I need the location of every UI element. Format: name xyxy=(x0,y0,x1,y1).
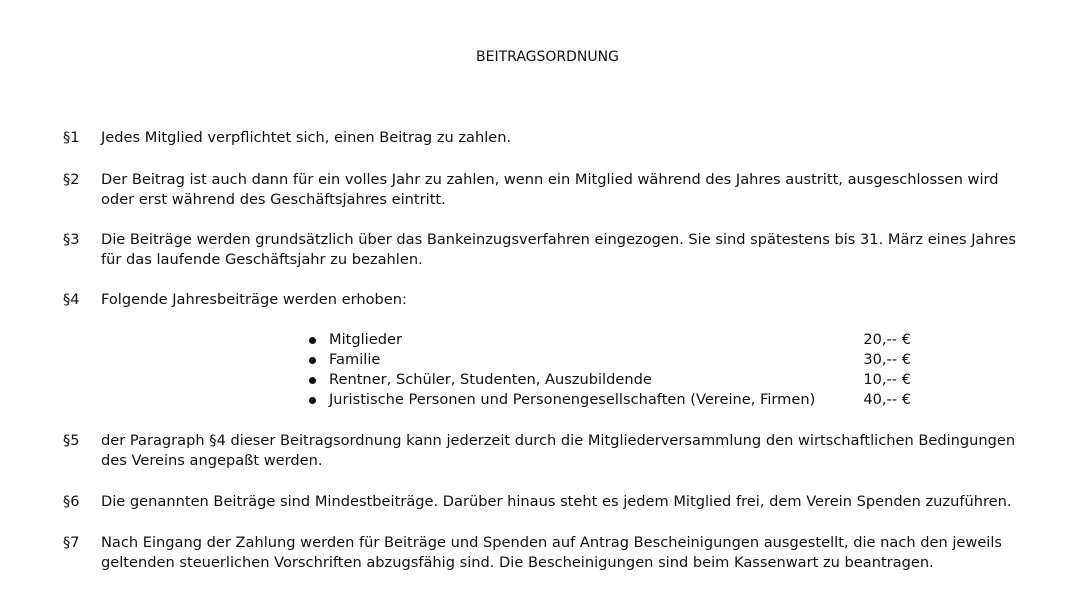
document-title: BEITRAGSORDNUNG xyxy=(476,49,619,65)
fee-label: Mitglieder xyxy=(329,331,402,348)
fee-amount: 40,-- € xyxy=(863,391,911,408)
fee-list-item xyxy=(309,390,919,410)
paragraph-number: §6 xyxy=(63,493,80,510)
bullet-point-icon xyxy=(309,377,316,384)
fee-amount: 30,-- € xyxy=(863,351,911,368)
bullet-point-icon xyxy=(309,337,316,344)
paragraph-number: §3 xyxy=(63,231,80,248)
paragraph-number: §7 xyxy=(63,534,80,551)
fee-amount: 10,-- € xyxy=(863,371,911,388)
paragraph-text: der Paragraph §4 dieser Beitragsordnung kann jederzeit durch die Mitgliederversammlung den wirtschaftlichen Bedingungen des Vereins angepaßt werden. xyxy=(101,432,1016,469)
fee-list xyxy=(309,330,919,410)
fee-label: Juristische Personen und Personengesellschaften (Vereine, Firmen) xyxy=(329,391,816,408)
fee-amount: 20,-- € xyxy=(863,331,911,348)
bullet-point-icon xyxy=(309,357,316,364)
paragraph-text: Die genannten Beiträge sind Mindestbeiträge. Darüber hinaus steht es jedem Mitglied frei, dem Verein Spenden zuzuführen. xyxy=(101,493,1012,510)
paragraph-text: Folgende Jahresbeiträge werden erhoben: xyxy=(101,291,407,308)
paragraph-text: Nach Eingang der Zahlung werden für Beiträge und Spenden auf Antrag Bescheinigungen ausgestellt, die nach den jeweils geltenden steuerlichen Vorschriften abzugsfähig sind. Die Bescheinigungen sind beim Kassenwart zu beantragen. xyxy=(101,534,1003,571)
paragraph-number: §2 xyxy=(63,171,80,188)
paragraph-text: Jedes Mitglied verpflichtet sich, einen Beitrag zu zahlen. xyxy=(101,129,512,146)
bullet-point-icon xyxy=(309,397,316,404)
paragraph-number: §4 xyxy=(63,291,80,308)
paragraph-text: Der Beitrag ist auch dann für ein volles Jahr zu zahlen, wenn ein Mitglied während des Jahres austritt, ausgeschlossen wird oder erst während des Geschäftsjahres eintritt. xyxy=(101,171,999,208)
fee-list-item xyxy=(309,350,919,370)
paragraph-number: §5 xyxy=(63,432,80,449)
paragraph-text: Die Beiträge werden grundsätzlich über das Bankeinzugsverfahren eingezogen. Sie sind spätestens bis 31. März eines Jahres für das laufende Geschäftsjahr zu bezahlen. xyxy=(101,231,1016,268)
fee-list-item xyxy=(309,330,919,350)
fee-label: Familie xyxy=(329,351,381,368)
fee-list-item xyxy=(309,370,919,390)
paragraph-number: §1 xyxy=(63,129,80,146)
fee-label: Rentner, Schüler, Studenten, Auszubildende xyxy=(329,371,652,388)
